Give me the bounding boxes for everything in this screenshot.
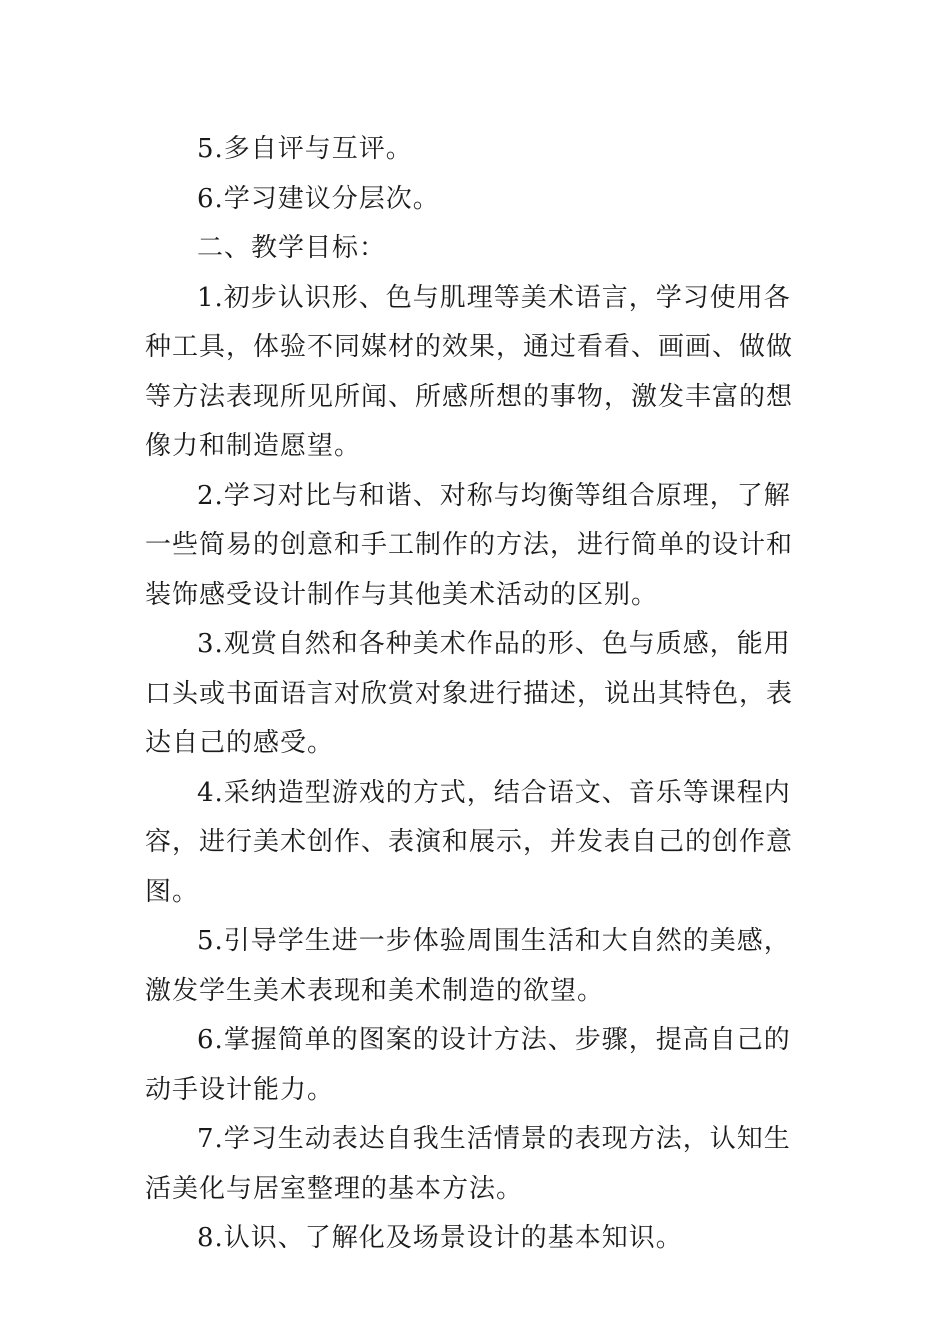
- paragraph-goal-7: 7.学习生动表达自我生活情景的表现方法，认知生活美化与居室整理的基本方法。: [145, 1124, 791, 1204]
- paragraph-goal-2: 2.学习对比与和谐、对称与均衡等组合原理，了解一些简易的创意和手工制作的方法，进行简单的设计和装饰感受设计制作与其他美术活动的区别。: [145, 480, 794, 610]
- paragraph-learning-suggestions: 6.学习建议分层次。: [197, 183, 440, 214]
- paragraph-goal-5: 5.引导学生进一步体验周围生活和大自然的美感，激发学生美术表现和美术制造的欲望。: [145, 926, 791, 1006]
- paragraph-goal-1: 1.初步认识形、色与肌理等美术语言，学习使用各种工具，体验不同媒材的效果，通过看看、画画、做做等方法表现所见所闻、所感所想的事物，激发丰富的想像力和制造愿望。: [145, 282, 794, 461]
- paragraph-goal-4: 4.采纳造型游戏的方式，结合语文、音乐等课程内容，进行美术创作、表演和展示，并发表自己的创作意图。: [145, 777, 794, 907]
- paragraph-goal-6: 6.掌握简单的图案的设计方法、步骤，提高自己的动手设计能力。: [145, 1025, 791, 1105]
- paragraph-goal-3: 3.观赏自然和各种美术作品的形、色与质感，能用口头或书面语言对欣赏对象进行描述，说出其特色，表达自己的感受。: [145, 629, 794, 758]
- paragraph-goal-8: 8.认识、了解化及场景设计的基本知识。: [197, 1223, 683, 1253]
- section-heading-teaching-goals: 二、教学目标：: [197, 233, 387, 263]
- paragraph-evaluation: 5.多自评与互评。: [197, 134, 413, 164]
- document-body: [145, 125, 810, 1264]
